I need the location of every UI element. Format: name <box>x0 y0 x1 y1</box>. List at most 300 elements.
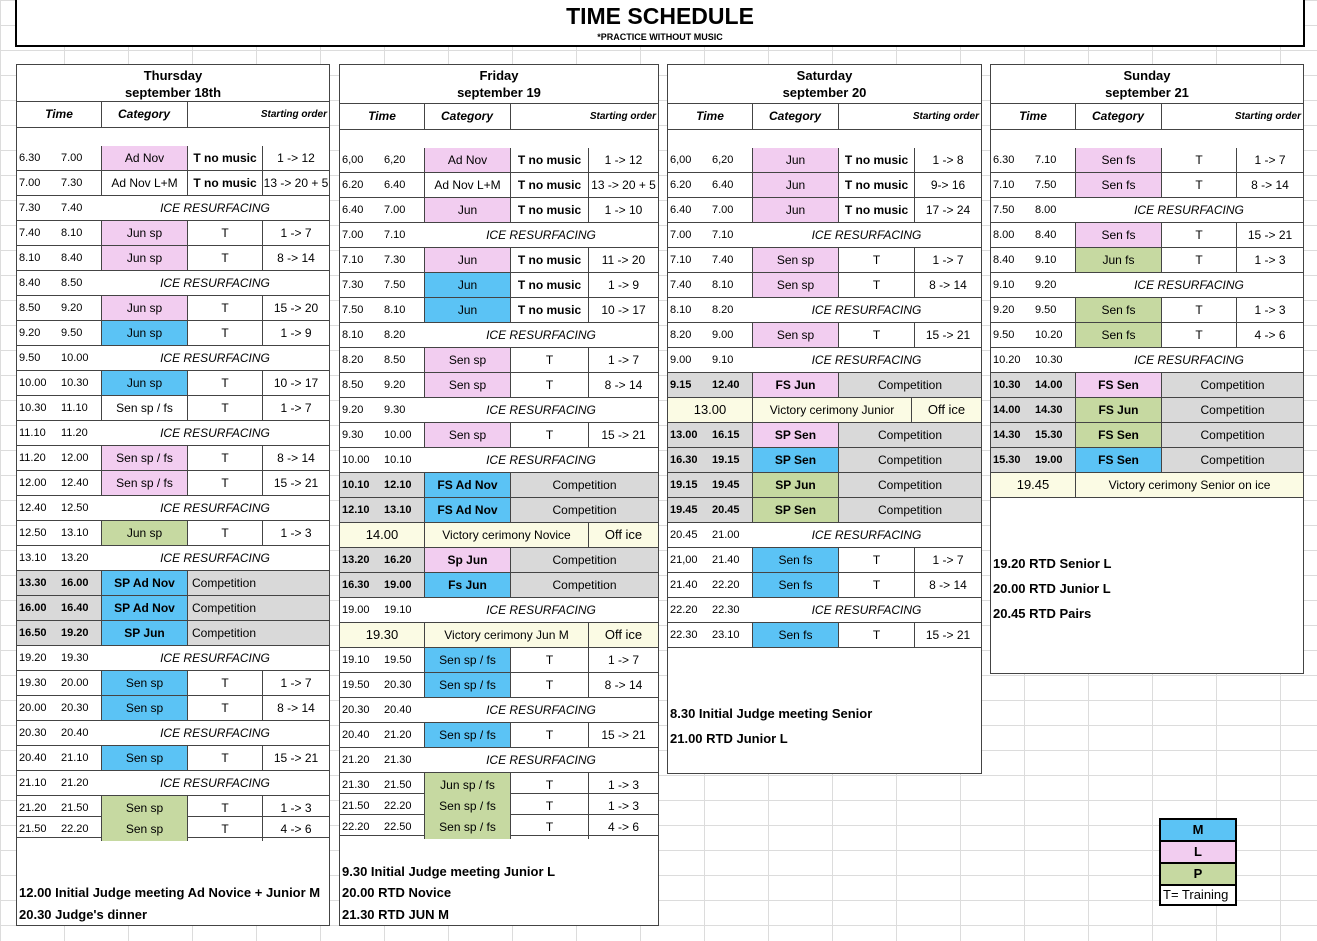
start-time: 20.00 <box>19 702 47 714</box>
competition-label: Competition <box>838 498 981 522</box>
category-column-header: Category <box>101 102 188 127</box>
schedule-note: 20.30 Judge's dinner <box>19 907 148 922</box>
day-name: Sunday <box>1123 68 1171 83</box>
category-cell: FS Sen <box>1075 448 1161 472</box>
competition-label: Competition <box>1161 373 1303 397</box>
ice-resurfacing-label: ICE RESURFACING <box>160 501 270 515</box>
category-cell: Jun sp <box>101 246 187 270</box>
ice-resurfacing-label: ICE RESURFACING <box>811 303 922 317</box>
starting-order: 17 -> 24 <box>914 198 981 222</box>
starting-order: 1 -> 8 <box>914 148 981 172</box>
end-time: 22.20 <box>61 823 89 835</box>
start-time: 16.30 <box>342 579 370 591</box>
category-cell: Sen fs <box>752 623 838 647</box>
start-time: 10.30 <box>993 379 1021 391</box>
end-time: 16.20 <box>384 554 412 566</box>
schedule-row <box>991 348 1303 373</box>
end-time: 20.30 <box>384 679 412 691</box>
victory-ceremony-label: Victory cerimony Junior <box>752 398 911 422</box>
start-time: 12.00 <box>19 477 47 489</box>
day-name: Saturday <box>796 68 853 83</box>
ceremony-time: 13.00 <box>693 402 727 417</box>
schedule-row <box>991 298 1303 323</box>
start-time: 21.50 <box>19 823 47 835</box>
category-cell: Sen sp <box>752 248 838 272</box>
category-column-header: Category <box>424 104 511 129</box>
category-cell: Sp Jun <box>424 548 510 572</box>
ice-resurfacing-label: ICE RESURFACING <box>160 351 270 365</box>
end-time: 12.00 <box>61 452 89 464</box>
session-type: T <box>838 548 914 572</box>
schedule-row <box>340 198 658 223</box>
schedule-row <box>17 296 329 321</box>
start-time: 22.20 <box>670 604 698 616</box>
schedule-row <box>17 596 329 621</box>
competition-label: Competition <box>1161 398 1303 422</box>
starting-order: 10 -> 17 <box>262 371 329 395</box>
starting-order: 11 -> 20 <box>588 248 658 272</box>
end-time: 12.40 <box>61 477 89 489</box>
order-column-header: Starting order <box>912 111 979 122</box>
schedule-row <box>668 398 981 423</box>
schedule-row <box>17 721 329 746</box>
start-time: 7.50 <box>993 204 1015 216</box>
category-cell: Jun <box>752 173 838 197</box>
end-time: 10.00 <box>384 429 412 441</box>
end-time: 8.10 <box>712 279 734 291</box>
session-type: T <box>510 794 588 818</box>
end-time: 10.30 <box>61 377 89 389</box>
session-type: T no music <box>510 298 588 322</box>
schedule-note: 20.00 RTD Junior L <box>993 581 1111 596</box>
session-type: T <box>838 248 914 272</box>
start-time: 19.20 <box>19 652 47 664</box>
schedule-row <box>17 817 329 838</box>
schedule-note: 21.00 RTD Junior L <box>670 731 788 746</box>
schedule-row <box>668 248 981 273</box>
schedule-row <box>340 548 658 573</box>
end-time: 22.20 <box>384 800 412 812</box>
category-cell: FS Ad Nov <box>424 498 510 522</box>
starting-order: 1 -> 7 <box>262 396 329 420</box>
ice-resurfacing-label: ICE RESURFACING <box>160 201 270 215</box>
column-headers <box>668 104 981 130</box>
schedule-row <box>340 348 658 373</box>
ice-resurfacing-label: ICE RESURFACING <box>486 228 596 242</box>
end-time: 9.20 <box>384 379 406 391</box>
schedule-rows <box>668 148 981 648</box>
schedule-row <box>17 446 329 471</box>
ice-resurfacing-label: ICE RESURFACING <box>160 776 270 790</box>
schedule-row <box>991 248 1303 273</box>
schedule-row <box>17 671 329 696</box>
start-time: 7.30 <box>19 202 41 214</box>
end-time: 11.10 <box>61 402 88 414</box>
start-time: 8.50 <box>342 379 364 391</box>
day-date: september 18th <box>124 85 222 100</box>
session-type: T <box>838 623 914 647</box>
start-time: 13.00 <box>670 429 698 441</box>
end-time: 8.20 <box>712 304 734 316</box>
end-time: 12.50 <box>61 502 89 514</box>
category-cell: FS Jun <box>752 373 838 397</box>
schedule-row <box>17 746 329 771</box>
schedule-row <box>668 598 981 623</box>
session-type: T no music <box>187 171 262 195</box>
category-cell: Jun <box>424 248 510 272</box>
ice-resurfacing-label: ICE RESURFACING <box>160 651 270 665</box>
session-type: T <box>1161 248 1236 272</box>
end-time: 23.10 <box>712 629 740 641</box>
start-time: 8.10 <box>670 304 692 316</box>
page-subtitle: *PRACTICE WITHOUT MUSIC <box>597 32 723 42</box>
category-cell: Sen sp / fs <box>101 471 187 495</box>
end-time: 20.40 <box>61 727 89 739</box>
category-cell: SP Ad Nov <box>101 596 187 620</box>
schedule-row <box>340 498 658 523</box>
start-time: 11.10 <box>19 427 46 439</box>
category-cell: SP Sen <box>752 448 838 472</box>
category-cell: Jun sp <box>101 371 187 395</box>
schedule-row <box>668 473 981 498</box>
schedule-row <box>668 548 981 573</box>
start-time: 9.20 <box>993 304 1015 316</box>
start-time: 7.40 <box>670 279 692 291</box>
schedule-note: 12.00 Initial Judge meeting Ad Novice + Junior M <box>19 885 321 900</box>
start-time: 21.20 <box>19 802 47 814</box>
end-time: 9.10 <box>1035 254 1057 266</box>
category-cell: Jun sp <box>101 521 187 545</box>
start-time: 8.20 <box>342 354 364 366</box>
start-time: 10.00 <box>342 454 370 466</box>
schedule-note: 21.30 RTD JUN M <box>342 907 449 922</box>
starting-order: 1 -> 3 <box>588 794 658 818</box>
ice-resurfacing-label: ICE RESURFACING <box>160 551 270 565</box>
start-time: 21.10 <box>19 777 47 789</box>
start-time: 7.10 <box>993 179 1015 191</box>
start-time: 19.30 <box>19 677 47 689</box>
schedule-row <box>668 523 981 548</box>
category-cell: Sen sp / fs <box>424 648 510 672</box>
start-time: 19.50 <box>342 679 370 691</box>
start-time: 9.20 <box>19 327 41 339</box>
session-type: T no music <box>510 198 588 222</box>
start-time: 6,00 <box>342 154 364 166</box>
start-time: 9.50 <box>19 352 41 364</box>
day-friday <box>339 64 659 926</box>
category-cell: Sen sp / fs <box>424 673 510 697</box>
starting-order: 8 -> 14 <box>262 446 329 470</box>
end-time: 9.20 <box>61 302 83 314</box>
category-cell: Jun sp <box>101 221 187 245</box>
end-time: 21.50 <box>61 802 89 814</box>
category-cell: Ad Nov L+M <box>424 173 510 197</box>
session-type: T <box>838 273 914 297</box>
schedule-row <box>668 273 981 298</box>
starting-order: 4 -> 6 <box>1236 323 1303 347</box>
category-cell: Sen sp / fs <box>424 815 510 839</box>
end-time: 21.40 <box>712 554 740 566</box>
start-time: 12.50 <box>19 527 47 539</box>
schedule-row <box>991 398 1303 423</box>
time-column-header: Time <box>668 104 753 129</box>
start-time: 7.00 <box>670 229 692 241</box>
off-ice-label: Off ice <box>588 523 658 547</box>
session-type: T <box>187 696 262 720</box>
end-time: 9.50 <box>1035 304 1057 316</box>
end-time: 10.00 <box>61 352 89 364</box>
category-cell: Sen fs <box>1075 173 1161 197</box>
day-header <box>668 65 981 104</box>
day-saturday <box>667 64 982 774</box>
starting-order: 13 -> 20 + 5 <box>262 171 329 195</box>
category-cell: Sen sp <box>101 671 187 695</box>
category-cell: Jun fs <box>1075 248 1161 272</box>
day-date: september 20 <box>782 85 867 100</box>
category-cell: Sen sp <box>424 423 510 447</box>
category-cell: SP Jun <box>752 473 838 497</box>
starting-order: 10 -> 17 <box>588 298 658 322</box>
end-time: 12.10 <box>384 479 412 491</box>
schedule-note: 8.30 Initial Judge meeting Senior <box>670 706 873 721</box>
start-time: 14.30 <box>993 429 1021 441</box>
session-type: T <box>187 321 262 345</box>
session-type: T <box>838 323 914 347</box>
schedule-row <box>17 271 329 296</box>
ice-resurfacing-label: ICE RESURFACING <box>486 703 596 717</box>
session-type: T <box>510 648 588 672</box>
session-type: T <box>187 817 262 841</box>
end-time: 7.00 <box>384 204 406 216</box>
start-time: 6.30 <box>993 154 1015 166</box>
category-cell: Sen sp <box>424 373 510 397</box>
schedule-row <box>668 448 981 473</box>
starting-order: 1 -> 9 <box>588 273 658 297</box>
end-time: 22.50 <box>384 821 412 833</box>
schedule-row <box>340 573 658 598</box>
schedule-row <box>991 323 1303 348</box>
start-time: 19.10 <box>342 654 370 666</box>
schedule-row <box>340 773 658 794</box>
starting-order: 15 -> 21 <box>914 623 981 647</box>
legend-l: L <box>1161 842 1235 864</box>
schedule-row <box>340 298 658 323</box>
schedule-row <box>340 723 658 748</box>
end-time: 20.30 <box>61 702 89 714</box>
end-time: 7.10 <box>384 229 406 241</box>
start-time: 13.20 <box>342 554 370 566</box>
schedule-row <box>17 196 329 221</box>
category-cell: Ad Nov <box>424 148 510 172</box>
start-time: 13.10 <box>19 552 47 564</box>
schedule-row <box>17 371 329 396</box>
schedule-row <box>17 621 329 646</box>
starting-order: 1 -> 7 <box>262 671 329 695</box>
start-time: 9.00 <box>670 354 692 366</box>
category-cell: Sen sp <box>101 796 187 820</box>
order-column-header: Starting order <box>260 109 327 120</box>
end-time: 9.00 <box>712 329 734 341</box>
start-time: 7.50 <box>342 304 364 316</box>
start-time: 6.40 <box>342 204 364 216</box>
day-header <box>17 65 329 102</box>
schedule-row <box>991 273 1303 298</box>
category-cell: FS Jun <box>1075 398 1161 422</box>
start-time: 20.40 <box>19 752 47 764</box>
schedule-row <box>17 546 329 571</box>
start-time: 20.30 <box>19 727 47 739</box>
starting-order: 8 -> 14 <box>588 373 658 397</box>
legend-training: T= Training <box>1163 887 1229 902</box>
schedule-row <box>340 794 658 815</box>
end-time: 10.10 <box>384 454 412 466</box>
category-cell: SP Ad Nov <box>101 571 187 595</box>
schedule-row <box>17 771 329 796</box>
schedule-row <box>340 815 658 836</box>
schedule-row <box>17 496 329 521</box>
schedule-row <box>340 223 658 248</box>
end-time: 21.10 <box>61 752 89 764</box>
category-cell: Jun <box>424 298 510 322</box>
category-cell: Sen fs <box>752 573 838 597</box>
competition-label: Competition <box>838 373 981 397</box>
category-cell: Sen fs <box>752 548 838 572</box>
day-name: Thursday <box>143 68 203 83</box>
schedule-row <box>668 148 981 173</box>
start-time: 16.30 <box>670 454 698 466</box>
end-time: 10.30 <box>1035 354 1063 366</box>
start-time: 13.30 <box>19 577 47 589</box>
off-ice-label: Off ice <box>911 398 981 422</box>
end-time: 21.00 <box>712 529 740 541</box>
ice-resurfacing-label: ICE RESURFACING <box>486 753 596 767</box>
category-cell: Sen fs <box>1075 323 1161 347</box>
category-cell: Sen sp / fs <box>424 723 510 747</box>
schedule-row <box>17 571 329 596</box>
schedule-row <box>340 423 658 448</box>
start-time: 14.00 <box>993 404 1021 416</box>
category-cell: Sen sp / fs <box>101 396 187 420</box>
starting-order: 8 -> 14 <box>914 273 981 297</box>
start-time: 6.40 <box>670 204 692 216</box>
ceremony-time: 19.45 <box>1016 477 1050 492</box>
competition-label: Competition <box>838 448 981 472</box>
end-time: 19.50 <box>384 654 412 666</box>
ice-resurfacing-label: ICE RESURFACING <box>811 528 922 542</box>
category-cell: Sen fs <box>1075 298 1161 322</box>
end-time: 9.20 <box>1035 279 1057 291</box>
start-time: 9.15 <box>670 379 692 391</box>
start-time: 19.45 <box>670 504 698 516</box>
starting-order: 8 -> 14 <box>1236 173 1303 197</box>
schedule-row <box>668 298 981 323</box>
day-header <box>991 65 1303 104</box>
starting-order: 1 -> 7 <box>588 648 658 672</box>
session-type: T <box>187 471 262 495</box>
session-type: T <box>510 348 588 372</box>
starting-order: 1 -> 12 <box>588 148 658 172</box>
category-cell: FS Ad Nov <box>424 473 510 497</box>
schedule-row <box>340 448 658 473</box>
end-time: 19.20 <box>61 627 89 639</box>
schedule-title-box <box>15 0 1305 47</box>
schedule-row <box>17 521 329 546</box>
schedule-row <box>668 348 981 373</box>
start-time: 7.00 <box>342 229 364 241</box>
session-type: T <box>1161 298 1236 322</box>
category-cell: Ad Nov <box>101 146 187 170</box>
end-time: 14.00 <box>1035 379 1063 391</box>
schedule-row <box>668 573 981 598</box>
category-cell: Jun <box>424 273 510 297</box>
starting-order: 13 -> 20 + 5 <box>588 173 658 197</box>
starting-order: 1 -> 7 <box>262 221 329 245</box>
category-cell: Sen sp <box>752 323 838 347</box>
schedule-row <box>17 696 329 721</box>
end-time: 9.50 <box>61 327 83 339</box>
session-type: T no music <box>187 146 262 170</box>
end-time: 8.10 <box>384 304 406 316</box>
end-time: 20.00 <box>61 677 89 689</box>
session-type: T no music <box>510 148 588 172</box>
end-time: 21.50 <box>384 779 412 791</box>
schedule-row <box>17 646 329 671</box>
start-time: 21.20 <box>342 754 370 766</box>
competition-label: Competition <box>510 473 658 497</box>
time-column-header: Time <box>340 104 425 129</box>
start-time: 8.10 <box>342 329 364 341</box>
end-time: 22.30 <box>712 604 740 616</box>
schedule-row <box>340 398 658 423</box>
category-column-header: Category <box>1075 104 1162 129</box>
start-time: 9.30 <box>342 429 364 441</box>
start-time: 7.00 <box>19 177 41 189</box>
session-type: T <box>1161 323 1236 347</box>
starting-order: 15 -> 20 <box>262 296 329 320</box>
schedule-row <box>340 748 658 773</box>
category-cell: Fs Jun <box>424 573 510 597</box>
starting-order: 1 -> 12 <box>262 146 329 170</box>
start-time: 6,00 <box>670 154 692 166</box>
schedule-row <box>991 423 1303 448</box>
end-time: 12.40 <box>712 379 740 391</box>
start-time: 8.10 <box>19 252 41 264</box>
end-time: 15.30 <box>1035 429 1063 441</box>
start-time: 7.10 <box>670 254 692 266</box>
schedule-row <box>17 246 329 271</box>
competition-label: Competition <box>838 423 981 447</box>
ice-resurfacing-label: ICE RESURFACING <box>160 276 270 290</box>
session-type: T <box>510 423 588 447</box>
competition-label: Competition <box>187 621 260 645</box>
schedule-row <box>668 498 981 523</box>
end-time: 22.20 <box>712 579 740 591</box>
start-time: 21.50 <box>342 800 370 812</box>
competition-label: Competition <box>1161 423 1303 447</box>
start-time: 6.20 <box>342 179 364 191</box>
starting-order: 9-> 16 <box>914 173 981 197</box>
starting-order: 8 -> 14 <box>262 696 329 720</box>
start-time: 20.30 <box>342 704 370 716</box>
session-type: T <box>187 221 262 245</box>
starting-order: 4 -> 6 <box>262 817 329 841</box>
end-time: 8.40 <box>1035 229 1057 241</box>
category-cell: Sen sp <box>752 273 838 297</box>
start-time: 12.10 <box>342 504 370 516</box>
category-cell: FS Sen <box>1075 423 1161 447</box>
session-type: T <box>510 373 588 397</box>
session-type: T <box>187 371 262 395</box>
